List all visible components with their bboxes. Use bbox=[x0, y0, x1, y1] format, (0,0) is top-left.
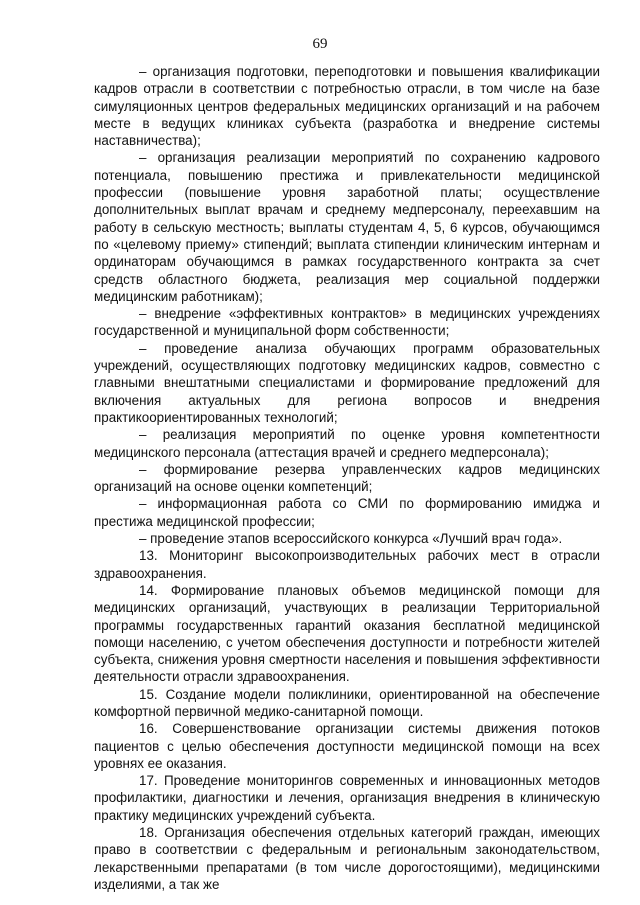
paragraph-item-15: 15. Создание модели поликлиники, ориентированной на обеспечение комфортной первичной медико-санитарной помощи. bbox=[94, 686, 600, 719]
paragraph-item-18: 18. Организация обеспечения отдельных категорий граждан, имеющих право в соответствии с федеральным и региональным законодательством, лекарственными препаратами (в том числе дорогостоящими), медицинскими изделиями, а так же bbox=[94, 825, 600, 892]
paragraph-item-13: 13. Мониторинг высокопроизводительных рабочих мест в отрасли здравоохранения. bbox=[94, 548, 600, 581]
document-body bbox=[94, 63, 600, 893]
paragraph-media-work: – информационная работа со СМИ по формированию имиджа и престижа медицинской профессии; bbox=[94, 496, 600, 529]
paragraph-best-doctor-contest: – проведение этапов всероссийского конкурса «Лучший врач года». bbox=[139, 531, 563, 547]
paragraph-effective-contracts: – внедрение «эффективных контрактов» в медицинских учреждениях государственной и муниципальной форм собственности; bbox=[94, 306, 600, 339]
paragraph-competence-assessment: – реализация мероприятий по оценке уровня компетентности медицинского персонала (аттестация врачей и среднего медперсонала); bbox=[94, 427, 600, 460]
paragraph-training: – организация подготовки, переподготовки и повышения квалификации кадров отрасли в соответствии с потребностью отрасли, в том числе на базе симуляционных центров федеральных медицинских организаций и на рабочем месте в ведущих клиниках субъекта (разработка и внедрение системы наставничества); bbox=[94, 64, 600, 149]
paragraph-program-analysis: – проведение анализа обучающих программ образовательных учреждений, осуществляющих подготовку медицинских кадров, совместно с главными внештатными специалистами и формирование предложений для включения актуальных для региона вопросов и внедрения практикоориентированных технологий; bbox=[94, 340, 600, 425]
paragraph-management-reserve: – формирование резерва управленческих кадров медицинских организаций на основе оценки компетенций; bbox=[94, 461, 600, 495]
paragraph-item-14: 14. Формирование плановых объемов медицинской помощи для медицинских организаций, участвующих в реализации Территориальной программы государственных гарантий оказания бесплатной медицинской помощи населению, с учетом обеспечения доступности и потребности жителей субъекта, снижения уровня смертности населения и повышения эффективности деятельности отрасли здравоохранения. bbox=[94, 582, 600, 685]
paragraph-staff-retention: – организация реализации мероприятий по сохранению кадрового потенциала, повышению престижа и привлекательности медицинской профессии (повышение уровня заработной платы; осуществление дополнительных выплат врачам и среднему медперсоналу, переехавшим на работу в сельскую местность; выплаты студентам 4, 5, 6 курсов, обучающимся по «целевому приему» стипендий; выплата стипендии клиническим интернам и ординаторам обучающимся в рамках государственного контракта за счет средств областного бюджета, реализация мер социальной поддержки медицинским работникам); bbox=[94, 150, 600, 304]
page-number: 69 bbox=[312, 36, 328, 52]
paragraph-item-16: 16. Совершенствование организации системы движения потоков пациентов с целью обеспечения доступности медицинской помощи на всех уровнях ее оказания. bbox=[94, 721, 600, 771]
paragraph-item-17: 17. Проведение мониторингов современных и инновационных методов профилактики, диагностики и лечения, организация внедрения в клиническую практику медицинских учреждений субъекта. bbox=[94, 773, 600, 823]
